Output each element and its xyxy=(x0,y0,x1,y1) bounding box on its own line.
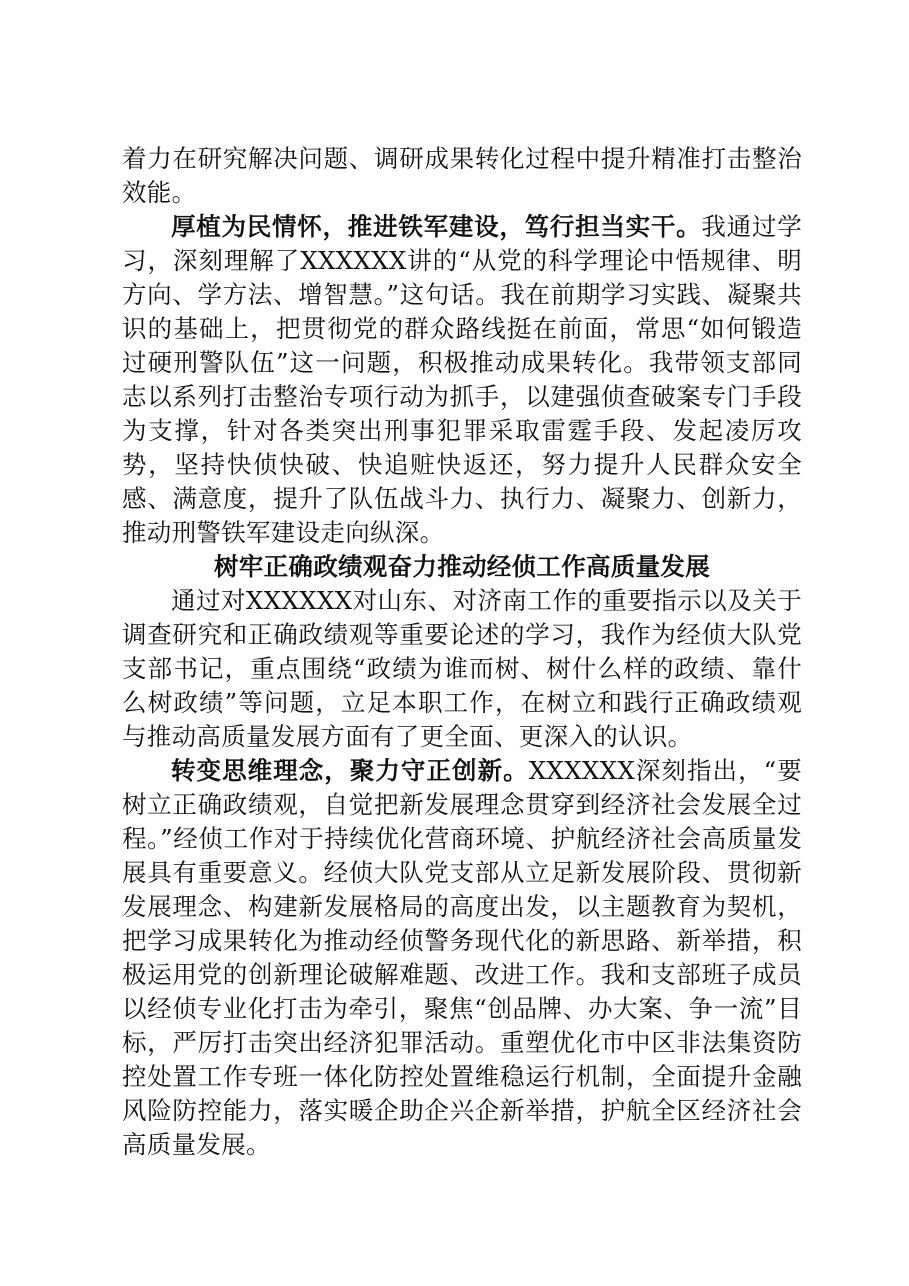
section-heading: 树牢正确政绩观奋力推动经侦工作高质量发展 xyxy=(214,552,710,581)
paragraph-2-text: 我通过学习，深刻理解了XXXXXX讲的“从党的科学理论中悟规律、明方向、学方法、增智慧。”这句话。我在前期学习实践、凝聚共识的基础上，把贯彻党的群众路线挺在前面，常思“如何锻造过硬刑警队伍”这一问题，积极推动成果转化。我带领支部同志以系列打击整治专项行动为抓手，以建强侦查破案专门手段为支撑，针对各类突出刑事犯罪采取雷霆手段、发起凌厉攻势，坚持快侦快破、快追赃快返还，努力提升人民群众安全感、满意度，提升了队伍战斗力、执行力、凝聚力、创新力，推动刑警铁军建设走向纵深。 xyxy=(122,212,802,547)
paragraph-1 xyxy=(122,142,802,210)
paragraph-2-lead: 厚植为民情怀，推进铁军建设，笃行担当实干。 xyxy=(171,212,702,241)
paragraph-2 xyxy=(122,210,802,550)
paragraph-4-lead: 转变思维理念，聚力守正创新。 xyxy=(171,756,529,785)
paragraph-1-text: 着力在研究解决问题、调研成果转化过程中提升精准打击整治效能。 xyxy=(122,144,802,207)
document-page xyxy=(122,142,802,1162)
paragraph-3 xyxy=(122,584,802,754)
paragraph-3-text: 通过对XXXXXX对山东、对济南工作的重要指示以及关于调查研究和正确政绩观等重要论述的学习，我作为经侦大队党支部书记，重点围绕“政绩为谁而树、树什么样的政绩、靠什么树政绩”等问题，立足本职工作，在树立和践行正确政绩观与推动高质量发展方面有了更全面、更深入的认识。 xyxy=(122,586,802,751)
paragraph-4-text: XXXXXX深刻指出，“要树立正确政绩观，自觉把新发展理念贯穿到经济社会发展全过程。”经侦工作对于持续优化营商环境、护航经济社会高质量发展具有重要意义。经侦大队党支部从立足新发展阶段、贯彻新发展理念、构建新发展格局的高度出发，以主题教育为契机，把学习成果转化为推动经侦警务现代化的新思路、新举措，积极运用党的创新理论破解难题、改进工作。我和支部班子成员以经侦专业化打击为牵引，聚焦“创品牌、办大案、争一流”目标，严厉打击突出经济犯罪活动。重塑优化市中区非法集资防控处置工作专班一体化防控处置维稳运行机制，全面提升金融风险防控能力，落实暖企助企兴企新举措，护航全区经济社会高质量发展。 xyxy=(122,756,803,1159)
paragraph-4 xyxy=(122,754,802,1162)
